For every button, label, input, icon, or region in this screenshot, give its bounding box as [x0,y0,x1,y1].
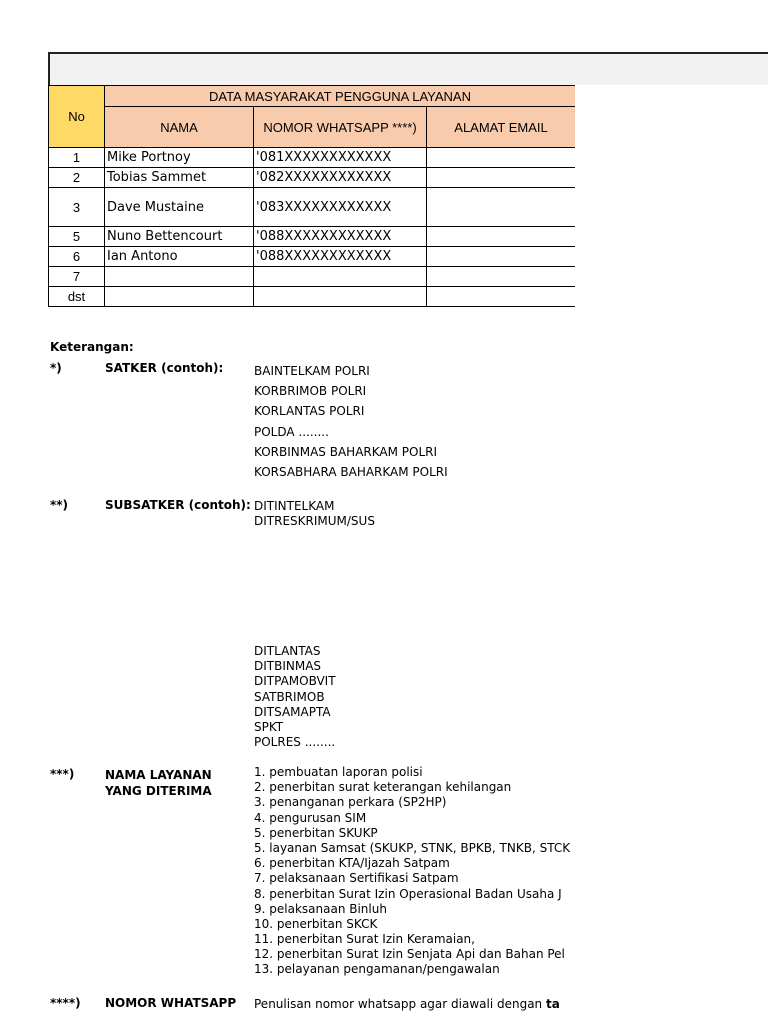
layanan-list [254,765,575,978]
list-item: 9. pelaksanaan Binluh [254,901,387,916]
list-item: 10. penerbitan SKCK [254,916,378,931]
cell-whatsapp: '088XXXXXXXXXXXX [254,227,427,247]
list-item: SPKT [254,719,284,734]
cell-no: 2 [49,168,105,188]
list-item: KORLANTAS POLRI [254,404,365,419]
cell-nama: Dave Mustaine [105,188,254,227]
layanan-label-line1: NAMA LAYANAN [105,768,212,782]
list-item: KORBRIMOB POLRI [254,384,367,399]
layanan-label-line2: YANG DITERIMA [105,784,212,798]
header-nama: NAMA [105,107,254,148]
list-item: 11. penerbitan Surat Izin Keramaian, [254,932,475,947]
whatsapp-label: NOMOR WHATSAPP [105,996,237,1010]
list-item: KORSABHARA BAHARKAM POLRI [254,465,448,480]
whatsapp-marker: ****) [50,996,81,1010]
cell-no: 5 [49,227,105,247]
header-no: No [49,86,105,148]
whatsapp-note [254,997,575,1011]
cell-whatsapp: '082XXXXXXXXXXXX [254,168,427,188]
cell-no: 3 [49,188,105,227]
satker-marker: *) [50,361,62,375]
list-item: DITLANTAS [254,644,321,658]
layanan-marker: ***) [50,767,75,781]
cell-nama: Ian Antono [105,247,254,267]
list-item: 5. layanan Samsat (SKUKP, STNK, BPKB, TNKB, STCK [254,840,571,855]
notes-heading: Keterangan: [50,340,134,354]
list-item: SATBRIMOB [254,689,325,704]
cell-whatsapp: '083XXXXXXXXXXXX [254,188,427,227]
whatsapp-note-text: Penulisan nomor whatsapp agar diawali dengan [254,997,546,1011]
cell-no: 6 [49,247,105,267]
satker-list [254,361,448,482]
list-item: DITRESKRIMUM/SUS [254,514,375,529]
cell-whatsapp: '088XXXXXXXXXXXX [254,247,427,267]
subsatker-list-top [254,499,375,529]
whatsapp-note-bold: ta [545,997,560,1011]
list-item: POLRES ........ [254,735,336,750]
list-item: 1. pembuatan laporan polisi [254,765,423,779]
header-group: DATA MASYARAKAT PENGGUNA LAYANAN [105,86,576,107]
cell-whatsapp: '081XXXXXXXXXXXX [254,148,427,168]
list-item: 12. penerbitan Surat Izin Senjata Api dan Bahan Pel [254,947,565,962]
list-item: POLDA ........ [254,424,329,439]
list-item: 3. penanganan perkara (SP2HP) [254,795,447,810]
list-item: DITPAMOBVIT [254,674,336,689]
subsatker-list-bottom [254,644,336,750]
list-item: 2. penerbitan surat keterangan kehilangan [254,780,512,795]
cell-no: 1 [49,148,105,168]
list-item: 6. penerbitan KTA/Ijazah Satpam [254,856,450,871]
layanan-label [105,767,212,799]
list-item: DITSAMAPTA [254,704,331,719]
list-item: 7. pelaksanaan Sertifikasi Satpam [254,871,459,886]
list-item: DITINTELKAM [254,499,335,513]
list-item: 5. penerbitan SKUKP [254,825,378,840]
satker-label: SATKER (contoh): [105,361,224,375]
list-item: 8. penerbitan Surat Izin Operasional Badan Usaha J [254,886,562,901]
header-email: ALAMAT EMAIL [427,107,576,148]
cell-nama: Nuno Bettencourt [105,227,254,247]
cell-no: 7 [49,267,105,287]
list-item: KORBINMAS BAHARKAM POLRI [254,444,438,459]
header-whatsapp: NOMOR WHATSAPP ****) [254,107,427,148]
subsatker-label: SUBSATKER (contoh): [105,498,251,512]
cell-nama: Tobias Sammet [105,168,254,188]
cell-nama: Mike Portnoy [105,148,254,168]
subsatker-marker: **) [50,498,69,512]
list-item: BAINTELKAM POLRI [254,364,370,378]
list-item: 4. pengurusan SIM [254,810,367,825]
cell-no: dst [49,287,105,307]
list-item: DITBINMAS [254,659,322,674]
list-item: 13. pelayanan pengamanan/pengawalan [254,962,500,977]
